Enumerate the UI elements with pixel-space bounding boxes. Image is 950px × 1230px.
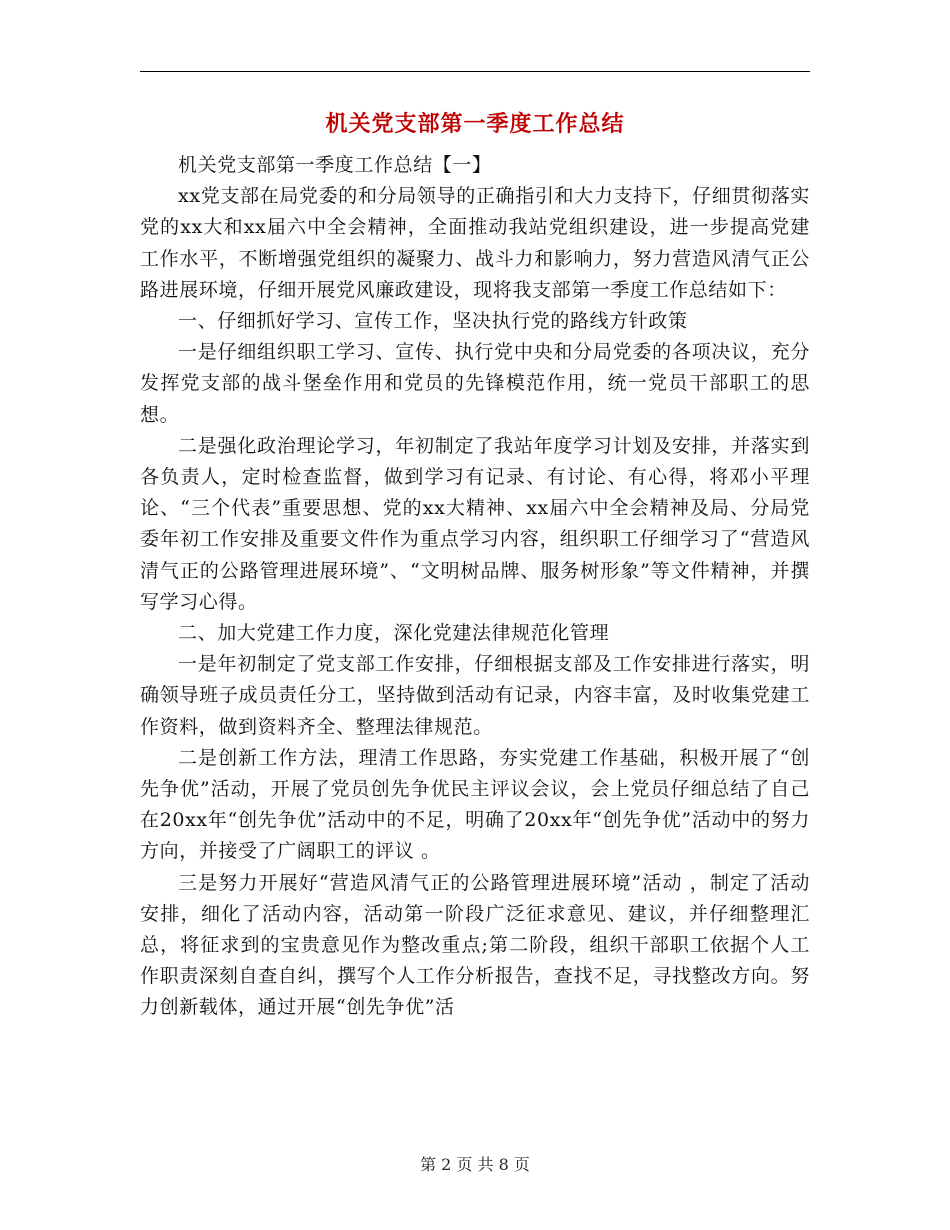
section-heading: 机关党支部第一季度工作总结【一】: [178, 154, 492, 176]
body-paragraph: 三是努力开展好“营造风清气正的公路管理进展环境”活动 ，制定了活动安排，细化了活动内容，活动第一阶段广泛征求意见、建议，并仔细整理汇总，将征求到的宝贵意见作为整改重点;第二阶段，组织干部职工依据个人工作职责深刻自查自纠，撰写个人工作分析报告，查找不足，寻找整改方向。努力创新载体，通过开展“创先争优”活: [140, 871, 810, 1019]
header-rule: [140, 71, 810, 72]
section-heading: 一、仔细抓好学习、宣传工作，坚决执行党的路线方针政策: [178, 310, 688, 333]
body-paragraph: 二是创新工作方法，理清工作思路，夯实党建工作基础，积极开展了“创先争优”活动，开展了党员创先争优民主评议会议，会上党员仔细总结了自己在20xx年“创先争优”活动中的不足，明确了20xx年“创先争优”活动中的努力方向，并接受了广阔职工的评议 。: [140, 746, 810, 863]
document-title: 机关党支部第一季度工作总结: [325, 112, 625, 137]
body-paragraph: xx党支部在局党委的和分局领导的正确指引和大力支持下，仔细贯彻落实党的xx大和xx届六中全会精神，全面推动我站党组织建设，进一步提高党建工作水平，不断增强党组织的凝聚力、战斗力和影响力，努力营造风清气正公路进展环境，仔细开展党风廉政建设，现将我支部第一季度工作总结如下：: [140, 185, 810, 301]
section-heading: 二、加大党建工作力度，深化党建法律规范化管理: [178, 622, 610, 645]
page-number: 第 2 页 共 8 页: [420, 1155, 530, 1174]
body-paragraph: 一是年初制定了党支部工作安排，仔细根据支部及工作安排进行落实，明确领导班子成员责任分工，坚持做到活动有记录，内容丰富，及时收集党建工作资料，做到资料齐全、整理法律规范。: [140, 653, 810, 738]
document-body: [140, 150, 810, 1024]
body-paragraph: 一是仔细组织职工学习、宣传、执行党中央和分局党委的各项决议，充分发挥党支部的战斗堡垒作用和党员的先锋模范作用，统一党员干部职工的思想。: [140, 341, 810, 426]
body-paragraph: 二是强化政治理论学习，年初制定了我站年度学习计划及安排，并落实到各负责人，定时检查监督，做到学习有记录、有讨论、有心得，将邓小平理论、“三个代表”重要思想、党的xx大精神、xx届六中全会精神及局、分局党委年初工作安排及重要文件作为重点学习内容，组织职工仔细学习了“营造风清气正的公路管理进展环境”、“文明树品牌、服务树形象”等文件精神，并撰写学习心得。: [140, 434, 810, 613]
